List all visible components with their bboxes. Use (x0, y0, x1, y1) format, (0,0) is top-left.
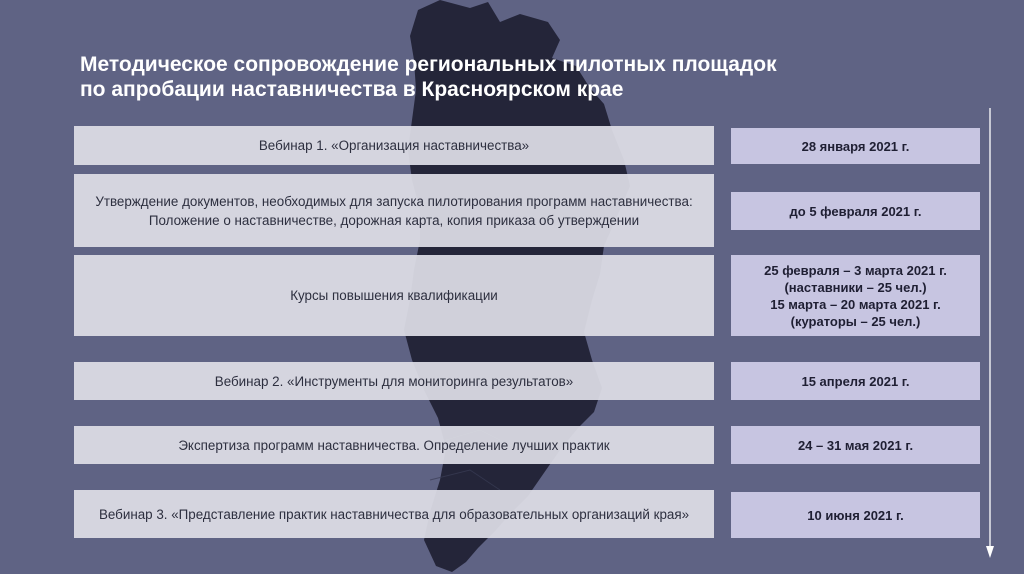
date-program-expertise (731, 426, 980, 464)
task-text: Экспертиза программ наставничества. Определение лучших практик (178, 437, 610, 453)
date-training-courses (731, 255, 980, 336)
page-title (80, 52, 960, 102)
task-text: Вебинар 1. «Организация наставничества» (258, 138, 530, 153)
task-text: Вебинар 2. «Инструменты для мониторинга результатов» (214, 373, 574, 389)
date-line: (наставники – 25 чел.) (784, 279, 927, 295)
task-text: Утверждение документов, необходимых для запуска пилотирования программ наставничества: Положение о наставничестве, дорожная карта, копия приказа об утверждении (95, 193, 693, 228)
date-line: 15 марта – 20 марта 2021 г. (770, 296, 941, 312)
date-line: 25 февраля – 3 марта 2021 г. (764, 262, 947, 278)
task-document-approval (74, 174, 714, 247)
title-line-2: по апробации наставничества в Красноярском крае (80, 78, 624, 101)
date-webinar-3 (731, 492, 980, 538)
date-line: (кураторы – 25 чел.) (790, 313, 921, 329)
task-webinar-1 (74, 126, 714, 165)
date-text: 28 января 2021 г. (801, 138, 910, 154)
task-webinar-3 (74, 490, 714, 538)
date-text: 24 – 31 мая 2021 г. (797, 437, 914, 453)
date-text: 10 июня 2021 г. (807, 507, 904, 523)
task-webinar-2 (74, 362, 714, 400)
down-arrow-icon (986, 108, 994, 558)
date-webinar-1 (731, 128, 980, 164)
date-lines (764, 262, 947, 330)
date-document-approval (731, 192, 980, 230)
date-text: до 5 февраля 2021 г. (789, 203, 922, 219)
task-text: Вебинар 3. «Представление практик наставничества для образовательных организаций края» (98, 506, 690, 522)
date-text: 15 апреля 2021 г. (801, 373, 910, 389)
task-program-expertise (74, 426, 714, 464)
title-line-1: Методическое сопровождение региональных пилотных площадок (80, 53, 777, 76)
task-training-courses (74, 255, 714, 336)
task-text: Курсы повышения квалификации (290, 288, 498, 303)
date-webinar-2 (731, 362, 980, 400)
